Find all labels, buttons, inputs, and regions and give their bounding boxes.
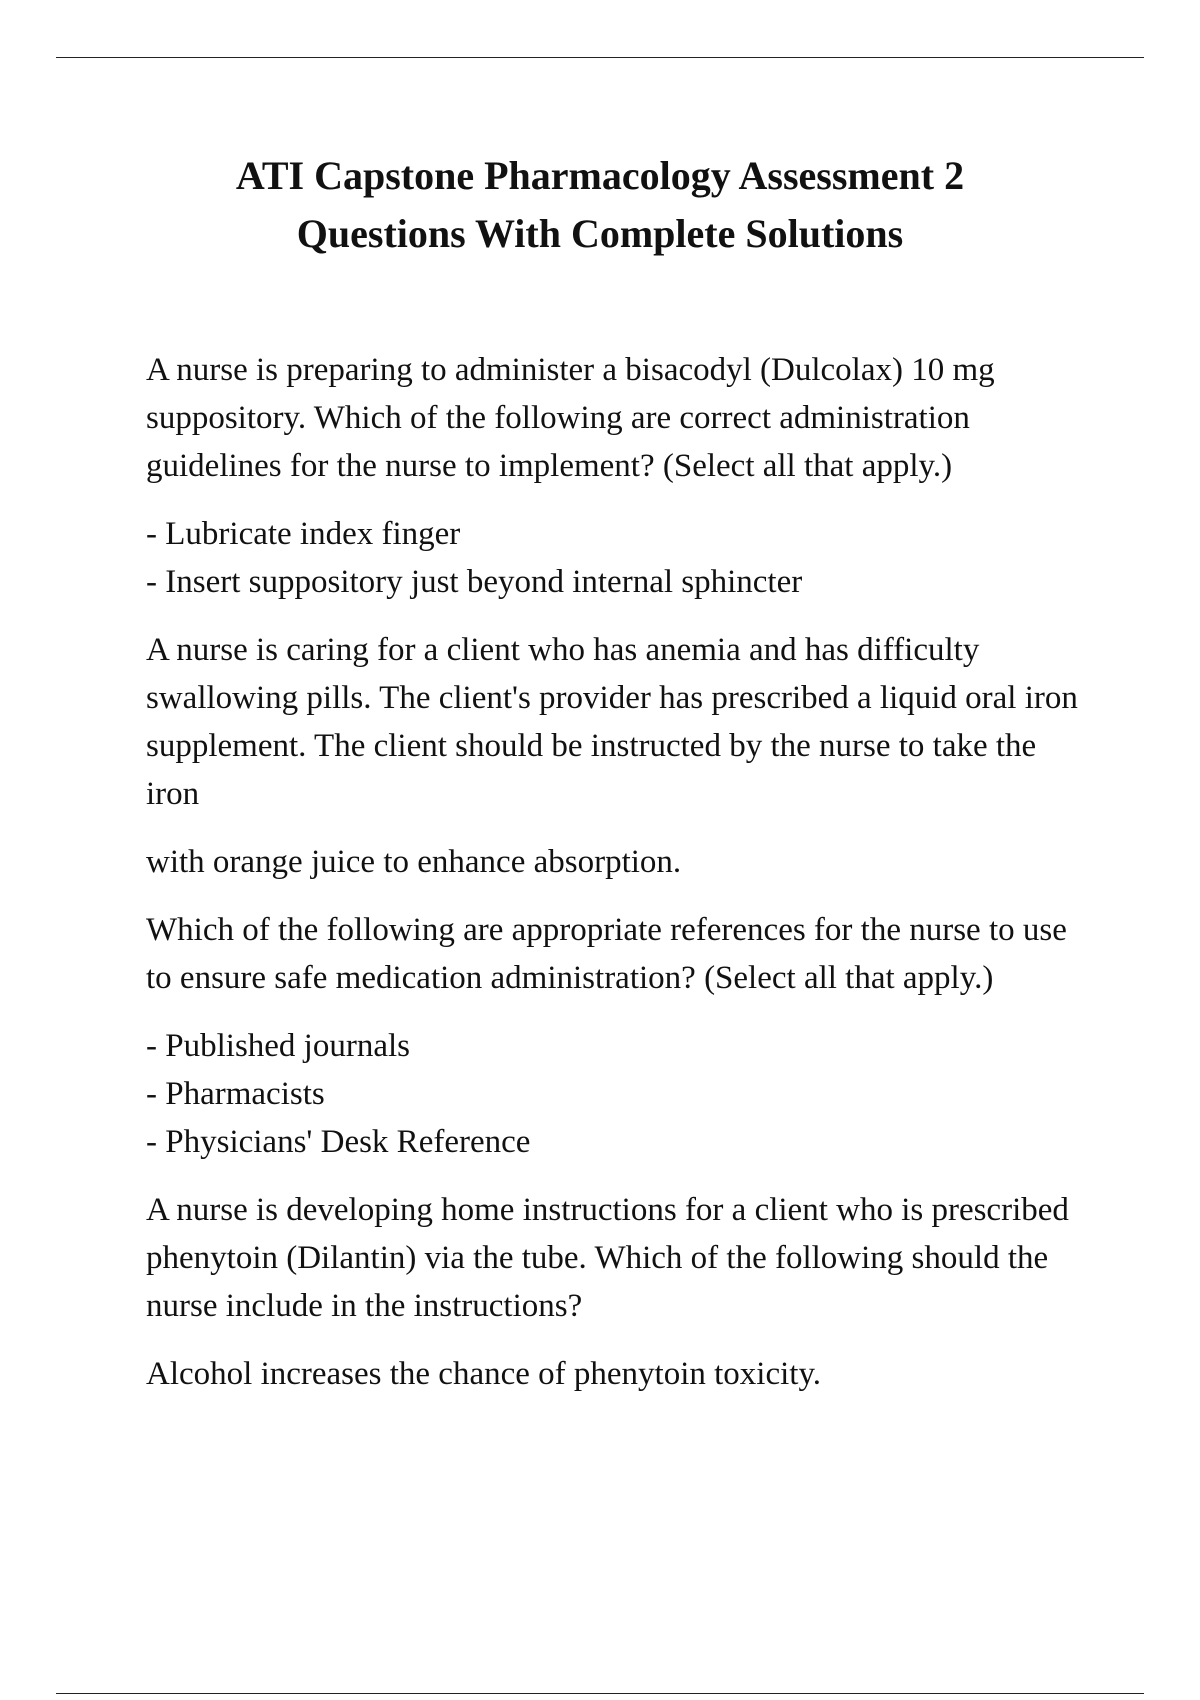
question-2: A nurse is caring for a client who has anemia and has difficulty swallowing pills. The client's provider has prescribed a liquid oral iron supplement. The client should be instructed by the nurse to take the iron xyxy=(146,632,1078,812)
title-line-2: Questions With Complete Solutions xyxy=(296,211,904,256)
bottom-divider xyxy=(56,1693,1144,1694)
answer-item: - Pharmacists xyxy=(146,1070,1096,1118)
document-title xyxy=(0,147,1200,263)
answer-item: - Lubricate index finger xyxy=(146,510,1096,558)
answer-item: - Insert suppository just beyond internal sphincter xyxy=(146,558,1096,606)
question-3: Which of the following are appropriate references for the nurse to use to ensure safe medication administration? (Select all that apply.) xyxy=(146,912,1067,996)
answer-item: - Published journals xyxy=(146,1022,1096,1070)
answer-4: Alcohol increases the chance of phenytoin toxicity. xyxy=(146,1356,822,1392)
answer-2: with orange juice to enhance absorption. xyxy=(146,844,682,880)
answer-list-1 xyxy=(146,510,1096,606)
answer-list-3 xyxy=(146,1022,1096,1166)
top-divider xyxy=(56,57,1144,58)
document-body xyxy=(146,346,1096,1418)
answer-item: - Physicians' Desk Reference xyxy=(146,1118,1096,1166)
question-1: A nurse is preparing to administer a bisacodyl (Dulcolax) 10 mg suppository. Which of the following are correct administration guidelines for the nurse to implement? (Select all that apply.) xyxy=(146,352,995,484)
title-line-1: ATI Capstone Pharmacology Assessment 2 xyxy=(235,153,965,198)
question-4: A nurse is developing home instructions for a client who is prescribed phenytoin (Dilantin) via the tube. Which of the following should the nurse include in the instructions? xyxy=(146,1192,1069,1324)
